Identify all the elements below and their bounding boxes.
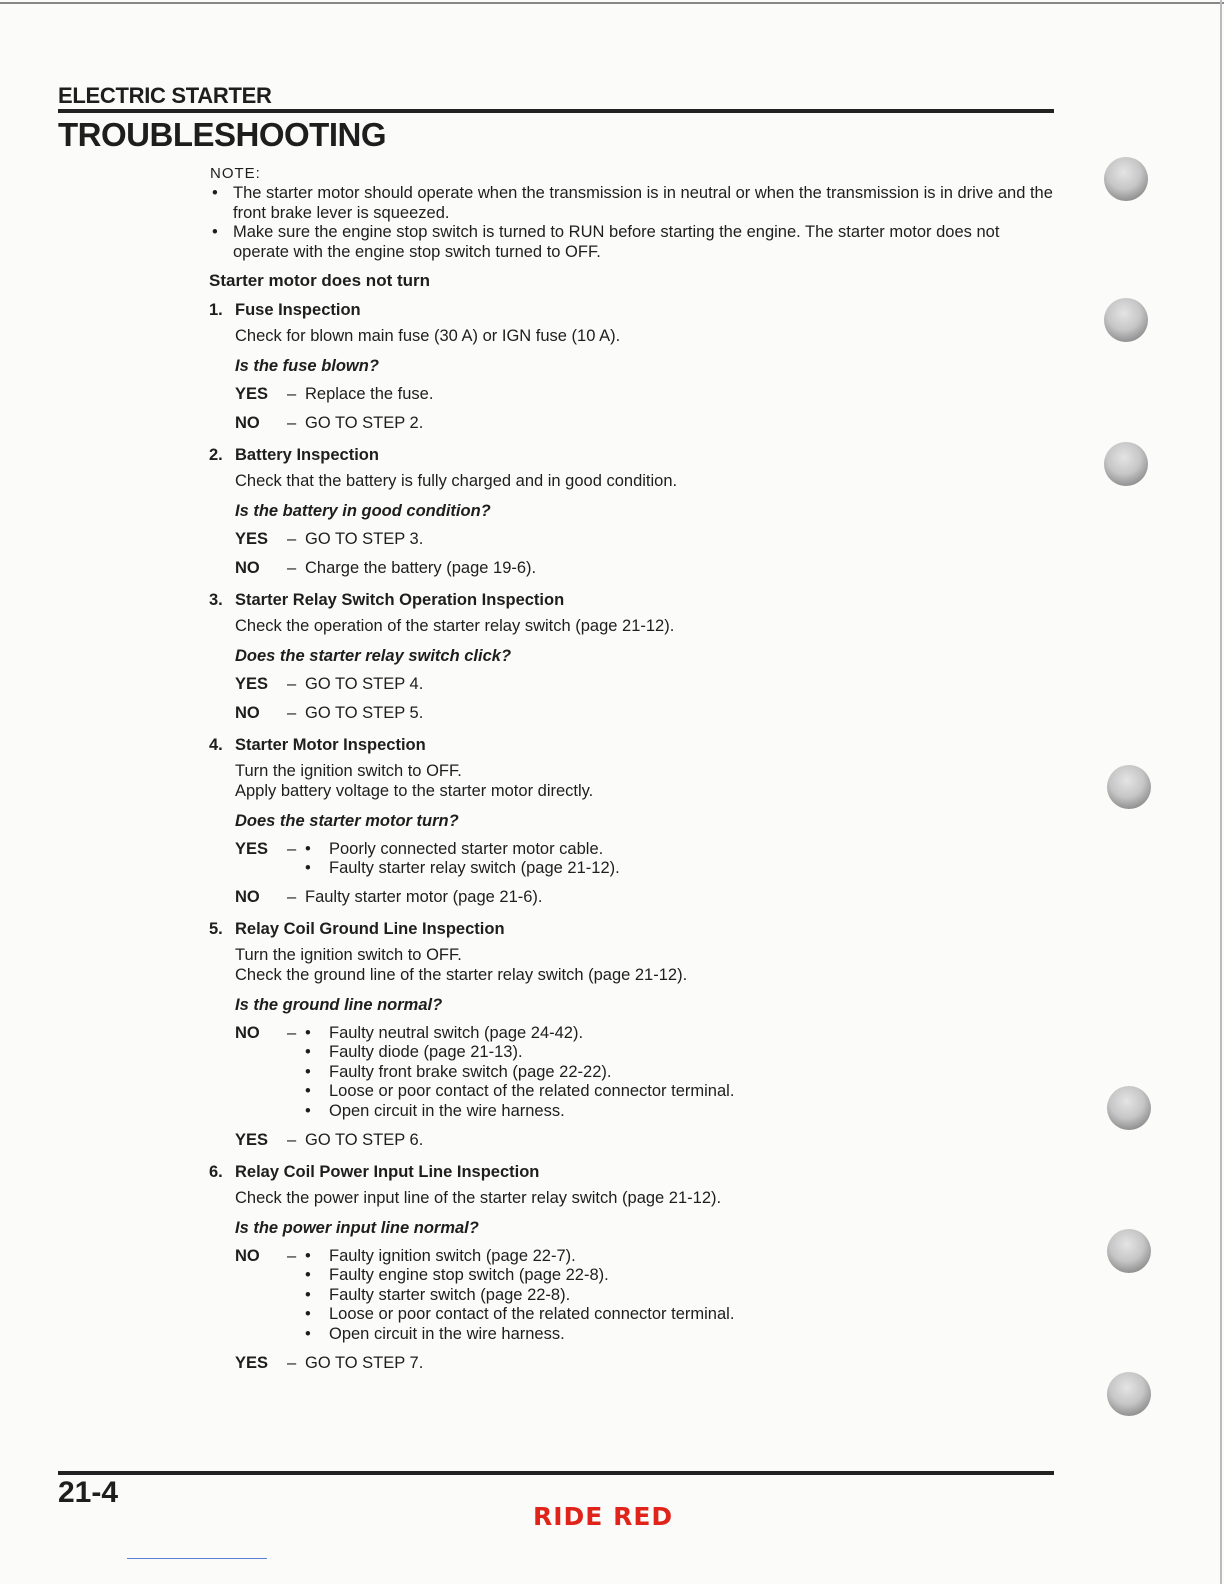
answer-list-text: Open circuit in the wire harness. [329,1324,565,1343]
answer-list [305,1024,734,1122]
answer-key: NO [235,559,260,577]
answer-list-text: Loose or poor contact of the related connector terminal. [329,1305,735,1323]
answer-list [305,840,620,879]
answer-dash: – [287,675,297,693]
answer-list-text: Faulty front brake switch (page 22-22). [329,1062,612,1081]
answer-list-text: Open circuit in the wire harness. [329,1101,565,1120]
answer-key: NO [235,888,260,906]
answer-row [235,530,1059,550]
step-instructions [235,1189,1059,1209]
answer-row [235,559,1059,579]
answer-list-item [305,1286,734,1306]
bullet-dot: • [305,1305,311,1323]
troubleshooting-steps [209,298,1059,1383]
answer-dash: – [287,704,297,722]
bullet-dot: • [305,1043,311,1061]
answer-key: NO [235,704,260,722]
answer-dash: – [287,1246,297,1265]
step-number: 1. [209,301,223,319]
answer-row [235,1354,1059,1374]
step-title-text: Starter Relay Switch Operation Inspection [235,591,565,609]
answer-key: NO [235,1246,260,1265]
answer-row [235,1024,1059,1122]
binder-hole [1107,1086,1151,1130]
answer-key: YES [235,839,269,858]
answer-row [235,414,1059,434]
note-item: • Make sure the engine stop switch is turned to RUN before starting the engine. The starter motor does not operate with the engine stop switch turned to OFF. [210,223,1055,262]
answer-text: Charge the battery (page 19-6). [305,559,537,577]
answer-dash: – [287,839,297,858]
answer-list-text: Faulty diode (page 21-13). [329,1043,523,1061]
bullet-dot: • [305,1101,311,1120]
note-item: • The starter motor should operate when the transmission is in neutral or when the transmission is in drive and the front brake lever is squeezed. [210,184,1055,223]
instruction-line: Turn the ignition switch to OFF. [235,762,462,780]
note-label: NOTE: [210,165,261,182]
answer-list-text: Faulty starter relay switch (page 21-12). [329,859,620,877]
answer-key: NO [235,414,260,432]
step-question: Does the starter relay switch click? [235,647,512,665]
answer-list-item [305,859,620,879]
answer-list-item [305,1325,734,1345]
answer-list-text: Faulty ignition switch (page 22-7). [329,1246,576,1265]
answer-list-text: Poorly connected starter motor cable. [329,839,604,858]
bullet-dot: • [305,1285,311,1304]
answer-list-text: Loose or poor contact of the related connector terminal. [329,1082,735,1100]
step-title [209,588,1059,617]
step-body [209,472,1059,579]
instruction-line: Check the power input line of the starter relay switch (page 21-12). [235,1188,722,1207]
answer-dash: – [287,559,297,577]
step-body [209,617,1059,724]
answer-key: YES [235,385,269,403]
answer-text: Faulty starter motor (page 21-6). [305,888,543,906]
bullet-dot: • [305,1062,311,1081]
answer-dash: – [287,414,297,432]
step-title-text: Battery Inspection [235,446,379,464]
step-number: 3. [209,591,223,609]
answer-list-text: Faulty engine stop switch (page 22-8). [329,1266,609,1284]
note-list [210,184,1055,262]
footer-rule [58,1471,1054,1475]
answer-row [235,675,1059,695]
answer-row [235,888,1059,908]
binder-hole [1104,157,1148,201]
step-body [209,1189,1059,1374]
answer-key: YES [235,530,269,548]
answer-text: GO TO STEP 7. [305,1353,424,1372]
step-title-text: Starter Motor Inspection [235,736,426,754]
step-body [209,327,1059,434]
binder-hole [1104,298,1148,342]
bullet-dot: • [305,859,311,877]
brand-logo: RIDE RED [533,1502,674,1531]
answer-text: GO TO STEP 6. [305,1130,424,1149]
step-title [209,443,1059,472]
step-question: Is the ground line normal? [235,995,443,1014]
step-instructions [235,762,1059,801]
answer-dash: – [287,530,297,548]
answer-row [235,1131,1059,1151]
step-number: 4. [209,736,223,754]
answer-row [235,1247,1059,1345]
instruction-line: Check that the battery is fully charged and in good condition. [235,472,678,490]
answer-key: YES [235,1353,269,1372]
answer-dash: – [287,1023,297,1042]
bullet-dot: • [305,1246,311,1265]
step-number: 5. [209,920,223,938]
scan-top-edge [0,2,1224,4]
symptom-heading: Starter motor does not turn [209,271,431,290]
instruction-line: Turn the ignition switch to OFF. [235,946,462,964]
step-title-text: Fuse Inspection [235,301,361,319]
answer-list-text: Faulty starter switch (page 22-8). [329,1285,571,1304]
answer-row [235,385,1059,405]
answer-row [235,704,1059,724]
step-instructions [235,327,1059,347]
binder-hole [1104,442,1148,486]
answer-list-item [305,1266,734,1286]
bullet-dot: • [305,1082,311,1100]
answer-list-item [305,1024,734,1044]
step-instructions [235,472,1059,492]
step-question: Is the fuse blown? [235,357,379,375]
binder-hole [1107,765,1151,809]
answer-key: YES [235,1130,269,1149]
answer-text: GO TO STEP 5. [305,704,424,722]
instruction-line: Check the ground line of the starter relay switch (page 21-12). [235,965,688,984]
answer-key: YES [235,675,269,693]
answer-dash: – [287,385,297,403]
answer-text: GO TO STEP 4. [305,675,424,693]
step-question: Is the power input line normal? [235,1218,479,1237]
answer-list-item [305,1082,734,1102]
answer-list-item [305,1305,734,1325]
answer-key: NO [235,1023,260,1042]
answer-row [235,840,1059,879]
answer-list-item [305,1043,734,1063]
answer-list-item [305,1063,734,1083]
scan-artifact-line [127,1558,267,1559]
step-title [209,733,1059,762]
answer-list-item [305,1102,734,1122]
instruction-line: Apply battery voltage to the starter motor directly. [235,781,594,800]
answer-dash: – [287,888,297,906]
instruction-line: Check the operation of the starter relay switch (page 21-12). [235,617,675,635]
scan-right-edge [1220,0,1222,1584]
binder-hole [1107,1372,1151,1416]
header-rule [58,109,1054,113]
answer-text: GO TO STEP 2. [305,414,424,432]
bullet-dot: • [305,1266,311,1284]
answer-list [305,1247,734,1345]
page-number: 21-4 [58,1476,119,1509]
answer-text: GO TO STEP 3. [305,530,424,548]
bullet-dot: • [305,1023,311,1042]
step-number: 6. [209,1162,223,1181]
bullet-dot: • [305,1324,311,1343]
step-body [209,762,1059,908]
page-title: TROUBLESHOOTING [58,116,386,153]
step-question: Does the starter motor turn? [235,811,459,830]
step-question: Is the battery in good condition? [235,502,491,520]
step-title [209,298,1059,327]
instruction-line: Check for blown main fuse (30 A) or IGN fuse (10 A). [235,327,621,345]
step-title [209,917,1059,946]
step-title-text: Relay Coil Ground Line Inspection [235,920,505,938]
step-title-text: Relay Coil Power Input Line Inspection [235,1162,540,1181]
answer-dash: – [287,1130,297,1149]
step-instructions [235,617,1059,637]
answer-list-text: Faulty neutral switch (page 24-42). [329,1023,584,1042]
section-label: ELECTRIC STARTER [58,83,272,108]
bullet-dot: • [305,839,311,858]
answer-list-item [305,840,620,860]
step-number: 2. [209,446,223,464]
binder-hole [1107,1229,1151,1273]
answer-list-item [305,1247,734,1267]
step-title [209,1160,1059,1189]
answer-dash: – [287,1353,297,1372]
answer-text: Replace the fuse. [305,385,434,403]
step-instructions [235,946,1059,985]
step-body [209,946,1059,1150]
